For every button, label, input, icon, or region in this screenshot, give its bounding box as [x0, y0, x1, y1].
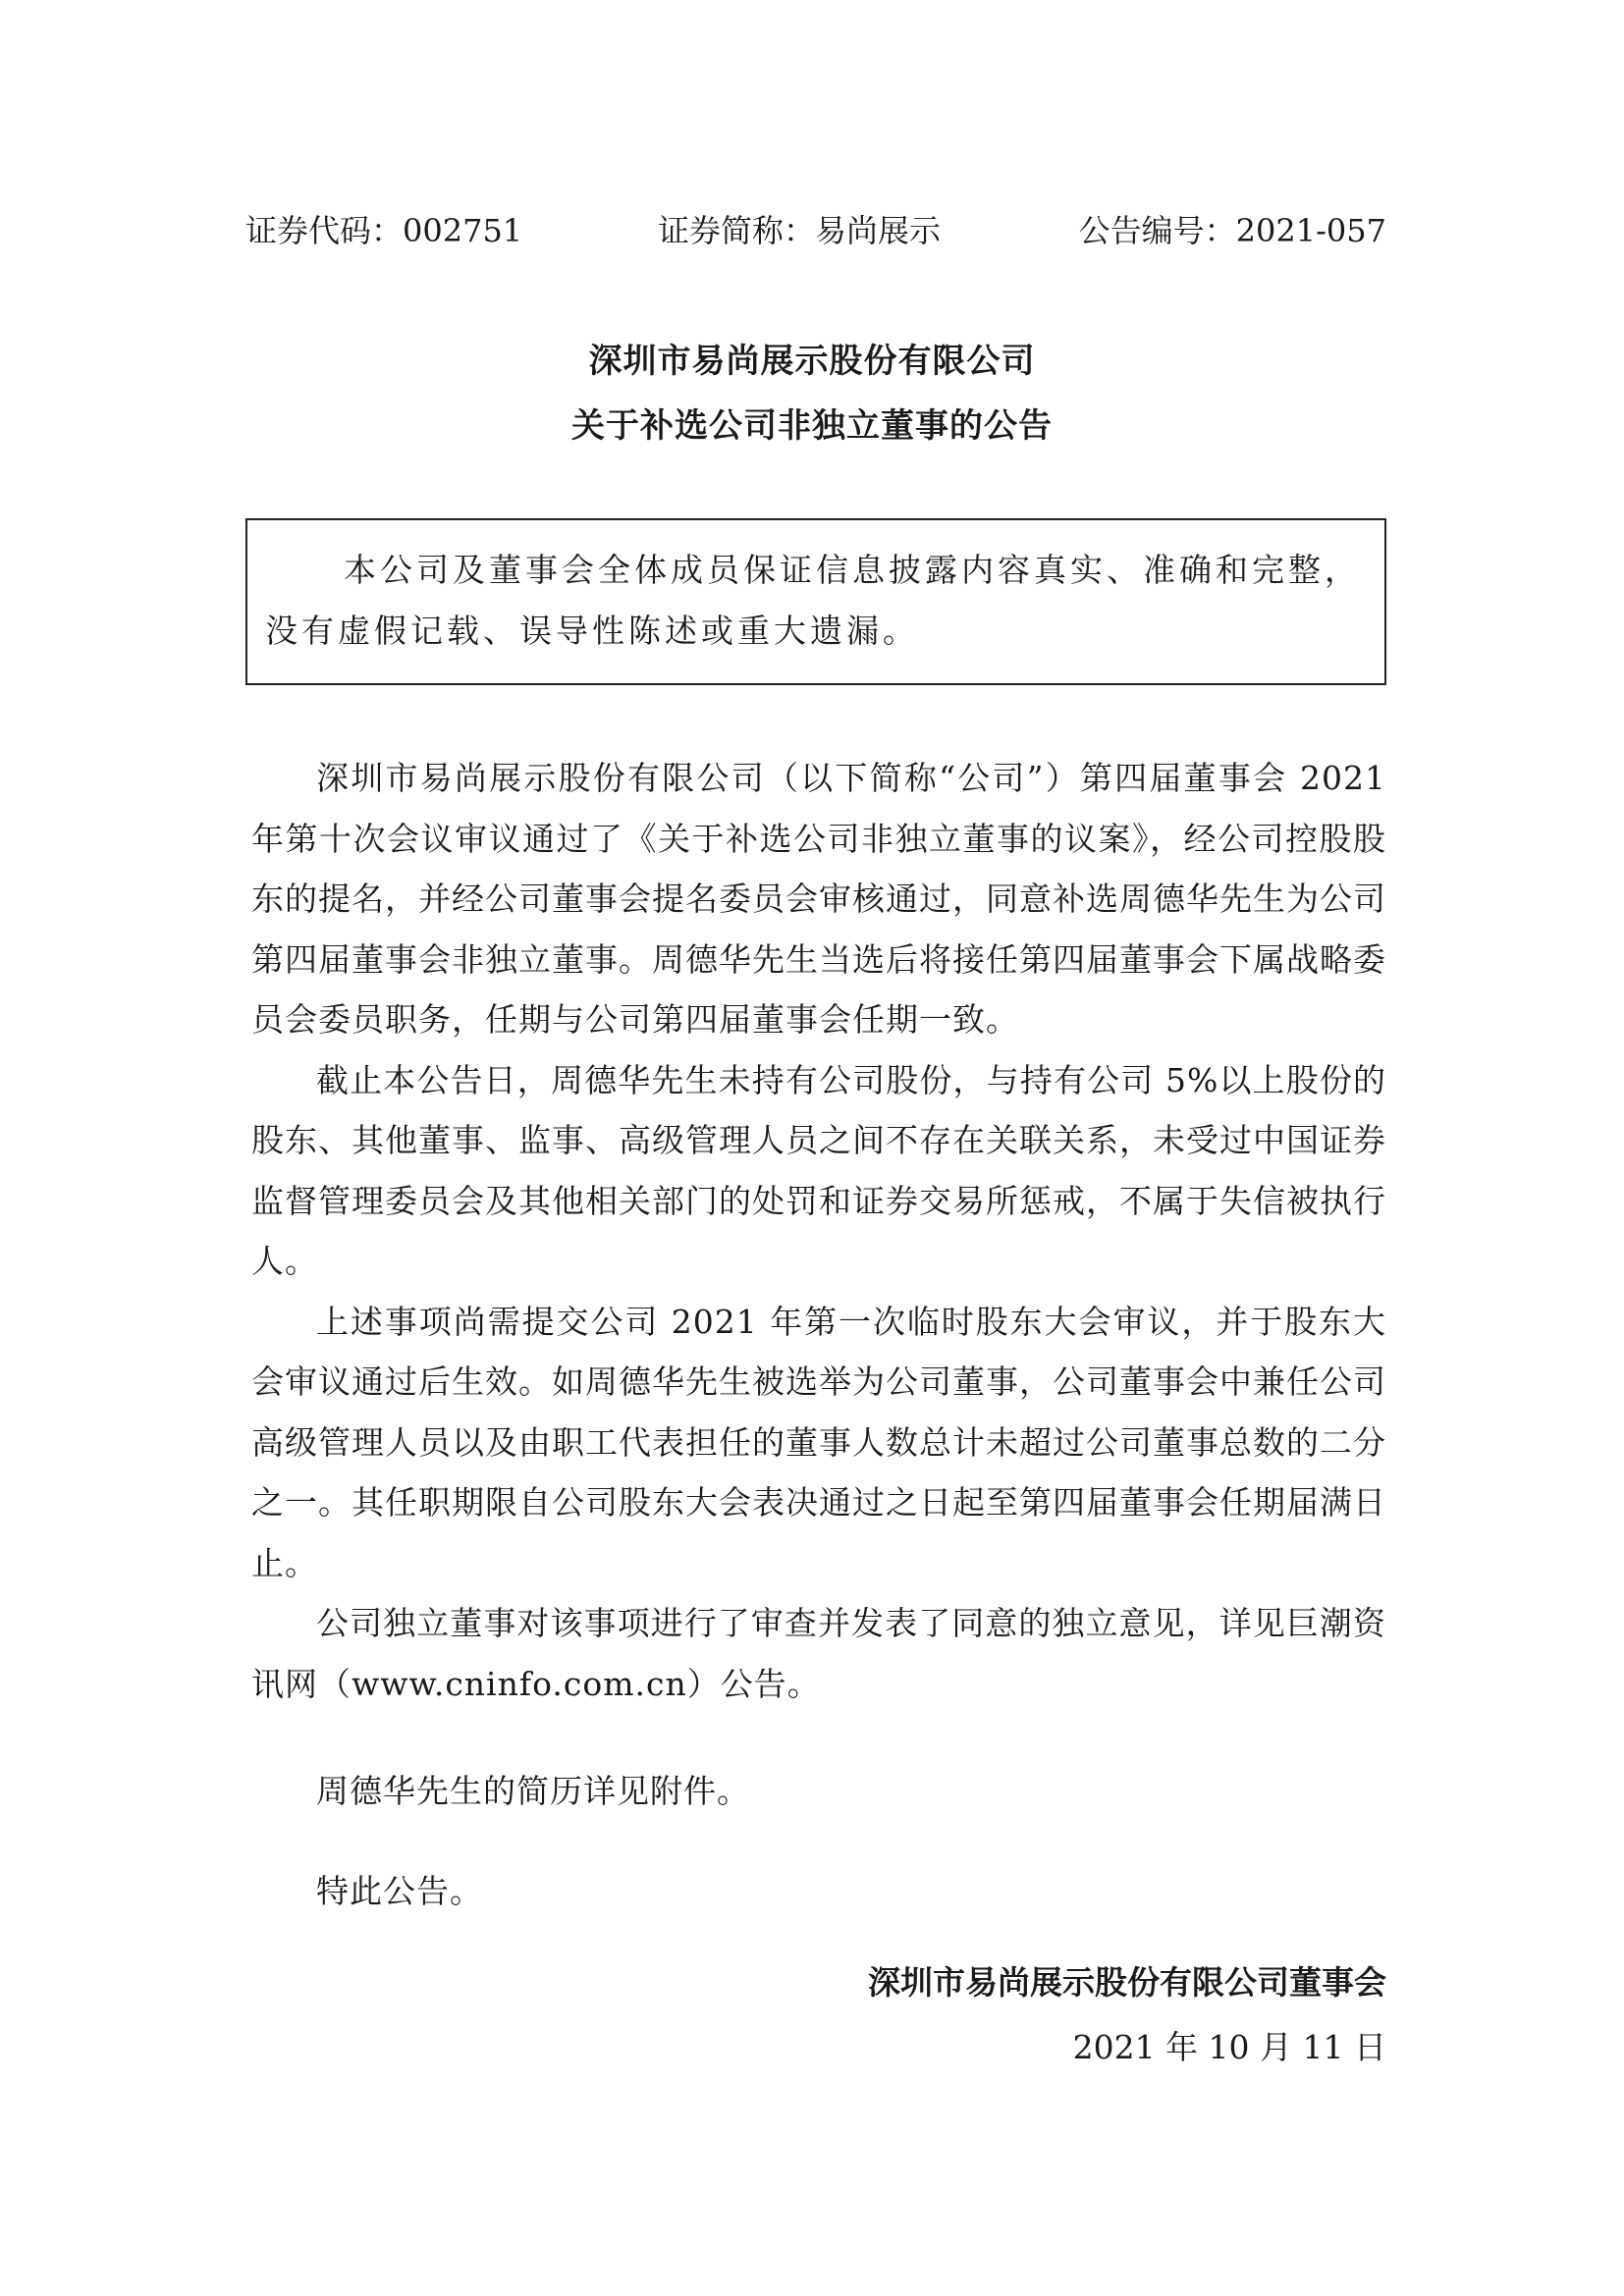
signature-date: 2021 年 10 月 11 日 [1072, 2028, 1386, 2066]
signature-company: 深圳市易尚展示股份有限公司董事会 [868, 1963, 1386, 2002]
stock-name: 证券简称：易尚展示 [658, 212, 942, 249]
paragraph-approval: 上述事项尚需提交公司 2021 年第一次临时股东大会审议，并于股东大会审议通过后生效。如周德华先生被选举为公司董事，公司董事会中兼任公司高级管理人员以及由职工代表担任的董事人数总计未超过公司董事总数的二分之一。其任职期限自公司股东大会表决通过之日起至第四届董事会任期届满日止。 [251, 1302, 1386, 1582]
announcement-title: 关于补选公司非独立董事的公告 [571, 406, 1053, 446]
announcement-number: 公告编号：2021-057 [1078, 212, 1386, 249]
announcement-header [245, 206, 1386, 255]
disclosure-statement-box: 本公司及董事会全体成员保证信息披露内容真实、准确和完整，没有虚假记载、误导性陈述或重大遗漏。 [245, 518, 1386, 685]
announcement-body [251, 748, 1386, 1921]
paragraph-resume-note: 周德华先生的简历详见附件。 [316, 1772, 750, 1810]
paragraph-shareholding: 截止本公告日，周德华先生未持有公司股份，与持有公司 5%以上股份的股东、其他董事、监事、高级管理人员之间不存在关联关系，未受过中国证券监督管理委员会及其他相关部门的处罚和证券交易所惩戒，不属于失信被执行人。 [251, 1060, 1386, 1280]
paragraph-board-resolution: 深圳市易尚展示股份有限公司（以下简称“公司”）第四届董事会 2021 年第十次会议审议通过了《关于补选公司非独立董事的议案》，经公司控股股东的提名，并经公司董事会提名委员会审核通过，同意补选周德华先生为公司第四届董事会非独立董事。周德华先生当选后将接任第四届董事会下属战略委员会委员职务，任期与公司第四届董事会任期一致。 [251, 759, 1386, 1039]
stock-code: 证券代码：002751 [245, 212, 523, 249]
company-title: 深圳市易尚展示股份有限公司 [588, 342, 1036, 381]
paragraph-independent-opinion: 公司独立董事对该事项进行了审查并发表了同意的独立意见，详见巨潮资讯网（www.cninfo.com.cn）公告。 [251, 1604, 1386, 1703]
paragraph-closing: 特此公告。 [316, 1871, 483, 1910]
